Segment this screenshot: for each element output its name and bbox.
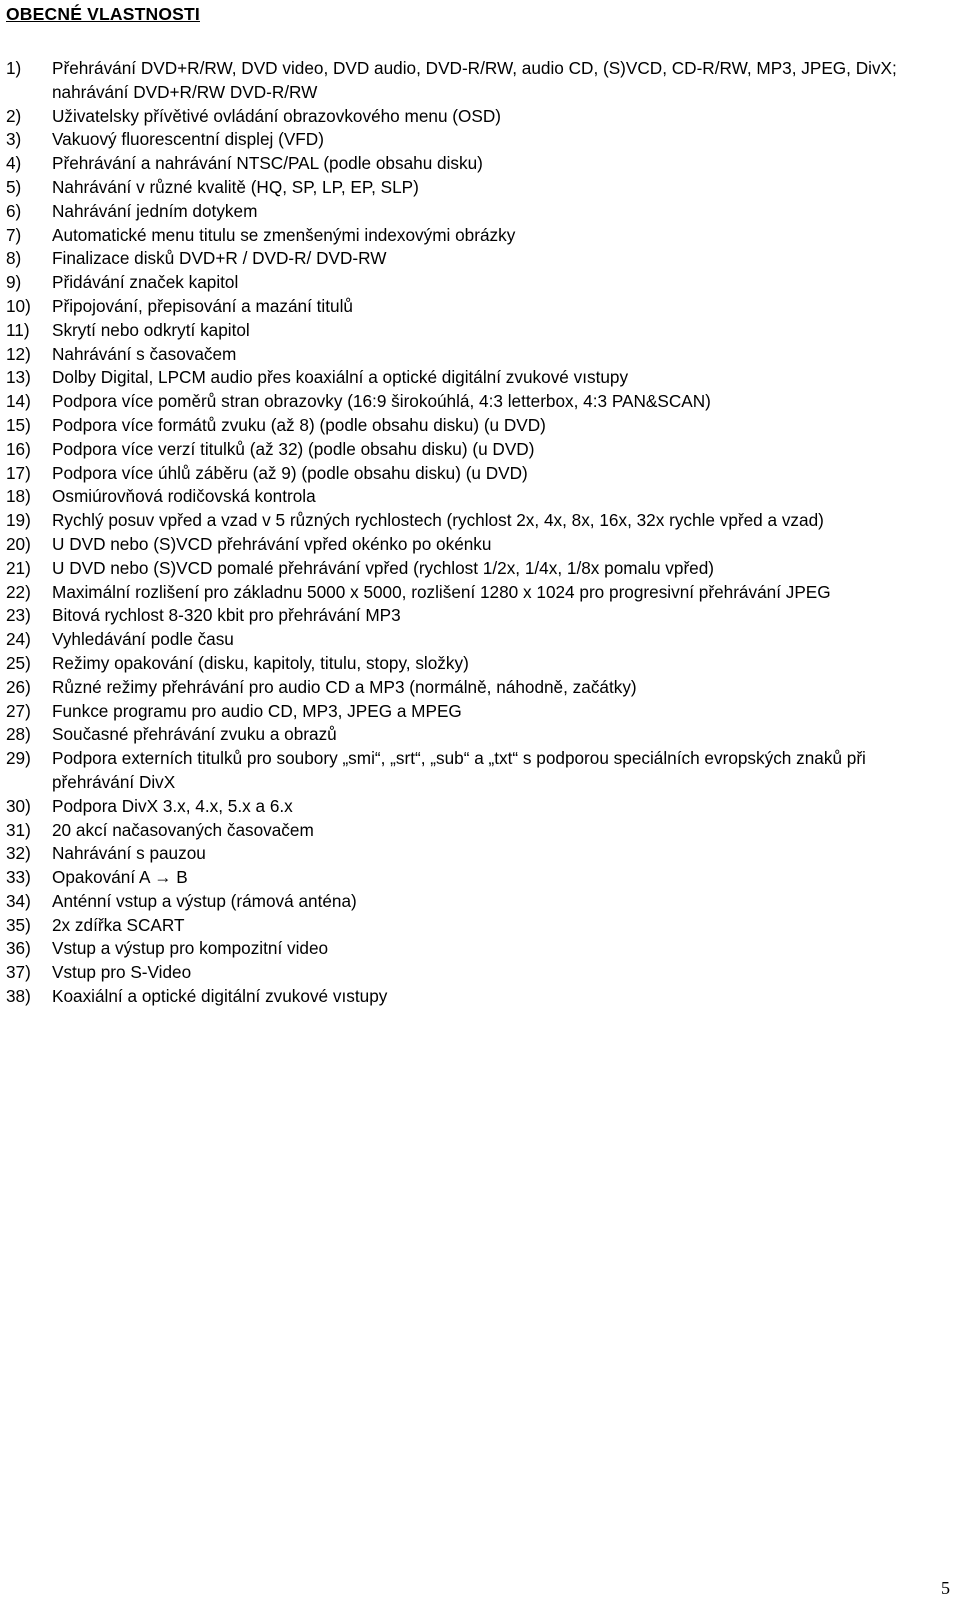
list-item [6,200,946,224]
item-text: Automatické menu titulu se zmenšenými indexovými obrázky [52,224,516,245]
list-item [6,152,946,176]
item-text: Vakuový fluorescentní displej (VFD) [52,129,324,150]
item-number: 21) [6,557,31,578]
item-number: 34) [6,890,31,911]
item-number: 33) [6,867,31,888]
list-item [6,819,946,843]
item-text: Bitová rychlost 8-320 kbit pro přehrávání MP3 [52,605,401,626]
item-text: Nahrávání s časovačem [52,343,237,364]
list-item [6,866,946,890]
list-item [6,57,946,105]
list-item [6,914,946,938]
item-number: 18) [6,486,31,507]
list-item [6,747,946,795]
item-number: 6) [6,200,22,221]
list-item [6,604,946,628]
list-item [6,652,946,676]
item-text: Současné přehrávání zvuku a obrazů [52,724,337,745]
item-number: 9) [6,272,22,293]
list-item [6,438,946,462]
list-item [6,247,946,271]
list-item [6,343,946,367]
item-text: Podpora více poměrů stran obrazovky (16:9 širokoúhlá, 4:3 letterbox, 4:3 PAN&SCAN) [52,391,711,412]
list-item [6,723,946,747]
item-number: 24) [6,629,31,650]
list-item [6,676,946,700]
item-text: Vstup a výstup pro kompozitní video [52,938,329,959]
item-text: Nahrávání v různé kvalitě (HQ, SP, LP, EP, SLP) [52,176,419,197]
list-item [6,128,946,152]
item-number: 13) [6,367,31,388]
item-text: Nahrávání jedním dotykem [52,200,258,221]
list-item [6,890,946,914]
item-text: Funkce programu pro audio CD, MP3, JPEG a MPEG [52,700,462,721]
item-number: 8) [6,248,22,269]
item-text: Podpora více formátů zvuku (až 8) (podle obsahu disku) (u DVD) [52,414,546,435]
item-number: 2) [6,105,22,126]
item-text: Nahrávání s pauzou [52,843,206,864]
item-number: 7) [6,224,22,245]
item-number: 10) [6,295,31,316]
item-number: 38) [6,986,31,1007]
list-item [6,271,946,295]
list-item [6,366,946,390]
item-text: Rychlý posuv vpřed a vzad v 5 různých rychlostech (rychlost 2x, 4x, 8x, 16x, 32x rychle vpřed a vzad) [52,510,824,531]
list-item [6,581,946,605]
item-text: Anténní vstup a výstup (rámová anténa) [52,890,357,911]
item-number: 5) [6,176,22,197]
item-number: 26) [6,676,31,697]
item-number: 35) [6,914,31,935]
list-item [6,533,946,557]
item-text: U DVD nebo (S)VCD přehrávání vpřed okénko po okénku [52,533,492,554]
item-text: Vyhledávání podle času [52,629,234,650]
list-item [6,414,946,438]
page-number: 5 [941,1578,950,1598]
item-number: 29) [6,748,31,769]
item-text: Přehrávání a nahrávání NTSC/PAL (podle obsahu disku) [52,153,483,174]
item-number: 31) [6,819,31,840]
item-text: U DVD nebo (S)VCD pomalé přehrávání vpřed (rychlost 1/2x, 1/4x, 1/8x pomalu vpřed) [52,557,715,578]
item-number: 20) [6,533,31,554]
item-number: 28) [6,724,31,745]
item-text: Režimy opakování (disku, kapitoly, titulu, stopy, složky) [52,652,469,673]
item-number: 3) [6,129,22,150]
item-text: Podpora více verzí titulků (až 32) (podle obsahu disku) (u DVD) [52,438,535,459]
item-number: 36) [6,938,31,959]
item-number: 1) [6,58,22,78]
list-item [6,795,946,819]
item-text: Podpora externích titulků pro soubory „smi“, „srt“, „sub“ a „txt“ s podporou speciálních evropských znaků při přehrávání DivX [52,748,866,792]
item-number: 23) [6,605,31,626]
list-item [6,319,946,343]
item-number: 12) [6,343,31,364]
item-number: 14) [6,391,31,412]
list-item [6,462,946,486]
list-item [6,509,946,533]
item-number: 19) [6,510,31,531]
item-text: Přehrávání DVD+R/RW, DVD video, DVD audio, DVD-R/RW, audio CD, (S)VCD, CD-R/RW, MP3, JPEG, DivX; nahrávání DVD+R/RW DVD-R/RW [52,58,897,102]
item-number: 4) [6,153,22,174]
list-item [6,390,946,414]
item-text: Podpora DivX 3.x, 4.x, 5.x a 6.x [52,795,293,816]
item-number: 16) [6,438,31,459]
item-text: Různé režimy přehrávání pro audio CD a MP3 (normálně, náhodně, začátky) [52,676,637,697]
list-item [6,628,946,652]
list-item [6,105,946,129]
item-text: Opakování A → B [52,867,188,888]
list-item [6,224,946,248]
item-text: Připojování, přepisování a mazání titulů [52,295,353,316]
item-text: 20 akcí načasovaných časovačem [52,819,314,840]
item-number: 32) [6,843,31,864]
item-text: Vstup pro S-Video [52,962,192,983]
list-item [6,295,946,319]
item-text: Přidávání značek kapitol [52,272,239,293]
item-number: 30) [6,795,31,816]
item-text: Finalizace disků DVD+R / DVD-R/ DVD-RW [52,248,387,269]
item-number: 37) [6,962,31,983]
item-number: 15) [6,414,31,435]
item-text: Dolby Digital, LPCM audio přes koaxiální a optické digitální zvukové vıstupy [52,367,629,388]
item-number: 11) [6,319,30,340]
list-item [6,700,946,724]
item-text: Koaxiální a optické digitální zvukové vıstupy [52,986,388,1007]
item-text: Podpora více úhlů záběru (až 9) (podle obsahu disku) (u DVD) [52,462,528,483]
item-number: 25) [6,652,31,673]
list-item [6,842,946,866]
page-title: OBECNÉ VLASTNOSTI [6,4,200,24]
item-text: Skrytí nebo odkrytí kapitol [52,319,250,340]
item-number: 27) [6,700,31,721]
list-item [6,985,946,1009]
item-number: 22) [6,581,31,602]
item-text: 2x zdířka SCART [52,914,185,935]
list-item [6,485,946,509]
item-text: Osmiúrovňová rodičovská kontrola [52,486,316,507]
list-item [6,176,946,200]
list-item [6,557,946,581]
item-text: Maximální rozlišení pro základnu 5000 x 5000, rozlišení 1280 x 1024 pro progresivní přehrávání JPEG [52,581,831,602]
item-text: Uživatelsky přívětivé ovládání obrazovkového menu (OSD) [52,105,501,126]
feature-list [6,57,946,1009]
item-number: 17) [6,462,31,483]
list-item [6,937,946,961]
list-item [6,961,946,985]
